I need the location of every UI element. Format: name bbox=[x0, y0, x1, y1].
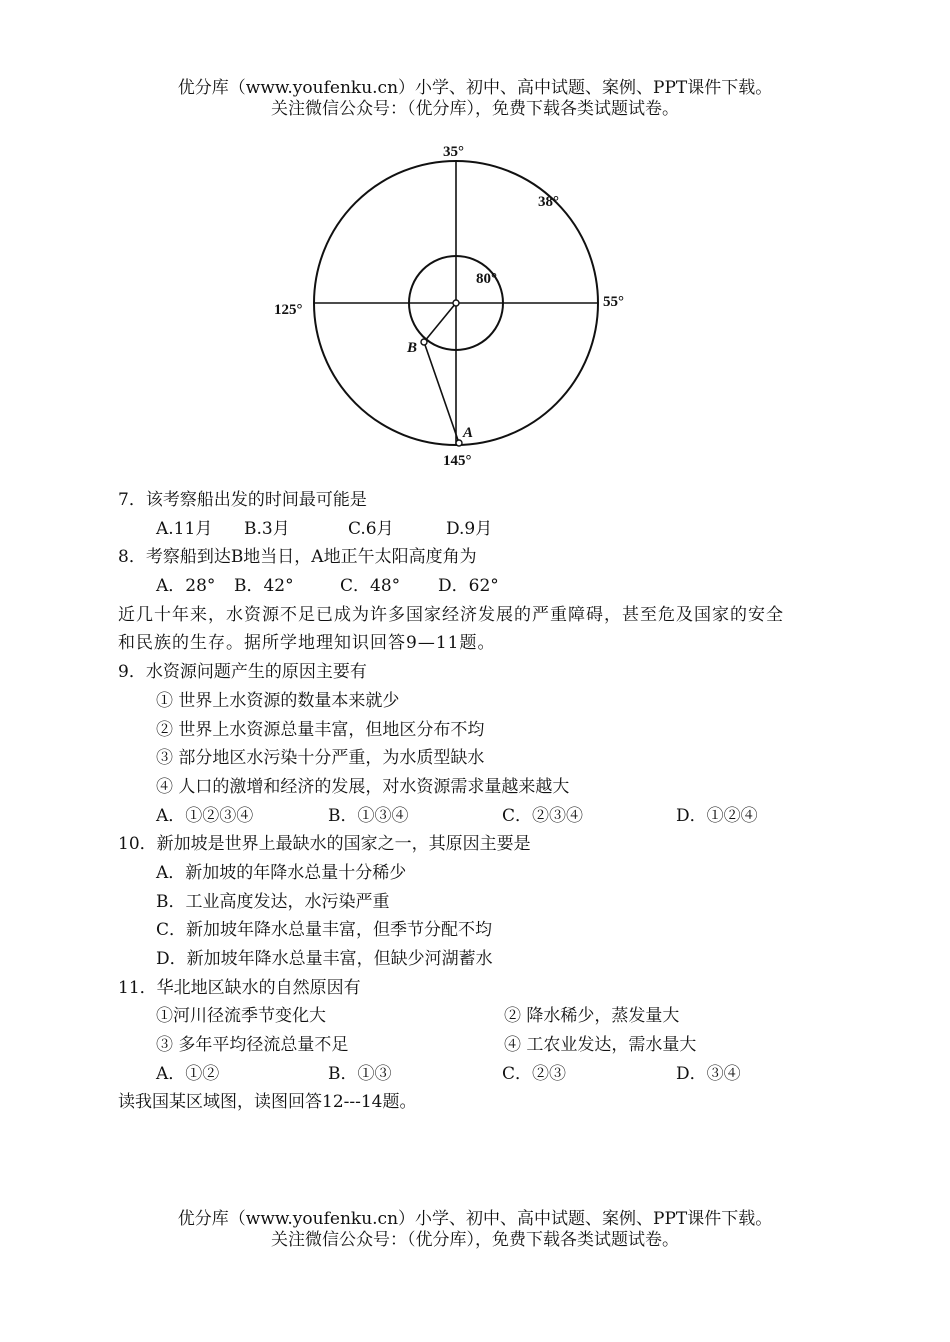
q7-option-d: D.9月 bbox=[446, 518, 493, 539]
line-b-to-a bbox=[424, 342, 459, 443]
closing-instruction: 读我国某区域图，读图回答12---14题。 bbox=[118, 1092, 417, 1113]
q11-stem: 11．华北地区缺水的自然原因有 bbox=[118, 977, 361, 998]
passage-line-1: 近几十年来，水资源不足已成为许多国家经济发展的严重障碍，甚至危及国家的安全 bbox=[118, 604, 784, 625]
q11-option-b: B．①③ bbox=[328, 1063, 392, 1084]
footer-line-1: 优分库（www.youfenku.cn）小学、初中、高中试题、案例、PPT课件下载。 bbox=[177, 1209, 773, 1229]
q11-option-a: A．①② bbox=[156, 1063, 220, 1084]
q9-option-d: D．①②④ bbox=[676, 805, 758, 826]
point-a-marker bbox=[456, 440, 462, 446]
q9-item-3: ③ 部分地区水污染十分严重，为水质型缺水 bbox=[156, 748, 485, 769]
q9-item-4: ④ 人口的激增和经济的发展，对水资源需求量越来越大 bbox=[156, 776, 570, 797]
question-content bbox=[118, 486, 878, 1117]
q9-stem: 9．水资源问题产生的原因主要有 bbox=[118, 662, 367, 683]
label-a: A bbox=[463, 425, 474, 441]
page-header bbox=[0, 78, 950, 120]
center-point bbox=[453, 300, 459, 306]
q11-option-c: C．②③ bbox=[502, 1063, 567, 1084]
q7-options bbox=[118, 515, 878, 544]
q10-option-a: A．新加坡的年降水总量十分稀少 bbox=[156, 862, 407, 883]
q8-options bbox=[118, 572, 878, 601]
q10-option-d: D．新加坡年降水总量丰富，但缺少河湖蓄水 bbox=[156, 949, 493, 969]
point-b-marker bbox=[421, 339, 427, 345]
line-center-to-b bbox=[424, 303, 456, 342]
q11-item-1: ①河川径流季节变化大 bbox=[156, 1006, 326, 1027]
q8-option-c: C．48° bbox=[340, 576, 401, 597]
q11-item-4: ④ 工农业发达，需水量大 bbox=[504, 1035, 697, 1056]
q9-item-2: ② 世界上水资源总量丰富，但地区分布不均 bbox=[156, 719, 485, 740]
label-35: 35° bbox=[443, 144, 464, 160]
q8-option-a: A．28° bbox=[156, 576, 216, 597]
label-b: B bbox=[407, 340, 418, 356]
q11-items-row-2 bbox=[118, 1031, 878, 1060]
q7-stem: 7．该考察船出发的时间最可能是 bbox=[118, 490, 367, 510]
footer-line-2: 关注微信公众号：（优分库），免费下载各类试题试卷。 bbox=[271, 1230, 679, 1250]
q8-option-b: B．42° bbox=[234, 576, 294, 597]
q8-option-d: D．62° bbox=[438, 576, 499, 597]
label-38: 38° bbox=[538, 194, 559, 210]
label-80: 80° bbox=[476, 271, 497, 287]
q11-item-2: ② 降水稀少，蒸发量大 bbox=[504, 1006, 680, 1027]
label-55: 55° bbox=[603, 294, 624, 310]
q9-option-a: A．①②③④ bbox=[156, 805, 254, 826]
header-line-1: 优分库（www.youfenku.cn）小学、初中、高中试题、案例、PPT课件下载。 bbox=[177, 78, 773, 98]
q9-options bbox=[118, 802, 878, 831]
header-line-2: 关注微信公众号：（优分库），免费下载各类试题试卷。 bbox=[271, 99, 679, 119]
q10-stem: 10．新加坡是世界上最缺水的国家之一，其原因主要是 bbox=[118, 834, 531, 855]
label-125: 125° bbox=[274, 302, 303, 318]
q9-item-1: ① 世界上水资源的数量本来就少 bbox=[156, 690, 400, 711]
q9-option-c: C．②③④ bbox=[502, 805, 584, 826]
q11-option-d: D．③④ bbox=[676, 1063, 741, 1084]
q11-options bbox=[118, 1060, 878, 1089]
q10-option-b: B．工业高度发达，水污染严重 bbox=[156, 891, 390, 912]
polar-diagram bbox=[260, 140, 660, 475]
label-145: 145° bbox=[443, 453, 472, 469]
page-footer bbox=[0, 1209, 950, 1251]
passage-line-2: 和民族的生存。据所学地理知识回答9—11题。 bbox=[118, 633, 496, 654]
q11-item-3: ③ 多年平均径流总量不足 bbox=[156, 1035, 349, 1056]
q7-option-c: C.6月 bbox=[348, 518, 394, 539]
q9-option-b: B．①③④ bbox=[328, 805, 409, 826]
q11-items-row-1 bbox=[118, 1002, 878, 1031]
q10-option-c: C．新加坡年降水总量丰富，但季节分配不均 bbox=[156, 920, 493, 941]
q7-option-a: A.11月 bbox=[156, 518, 213, 539]
q7-option-b: B.3月 bbox=[244, 518, 290, 539]
q8-stem: 8．考察船到达B地当日，A地正午太阳高度角为 bbox=[118, 547, 477, 568]
